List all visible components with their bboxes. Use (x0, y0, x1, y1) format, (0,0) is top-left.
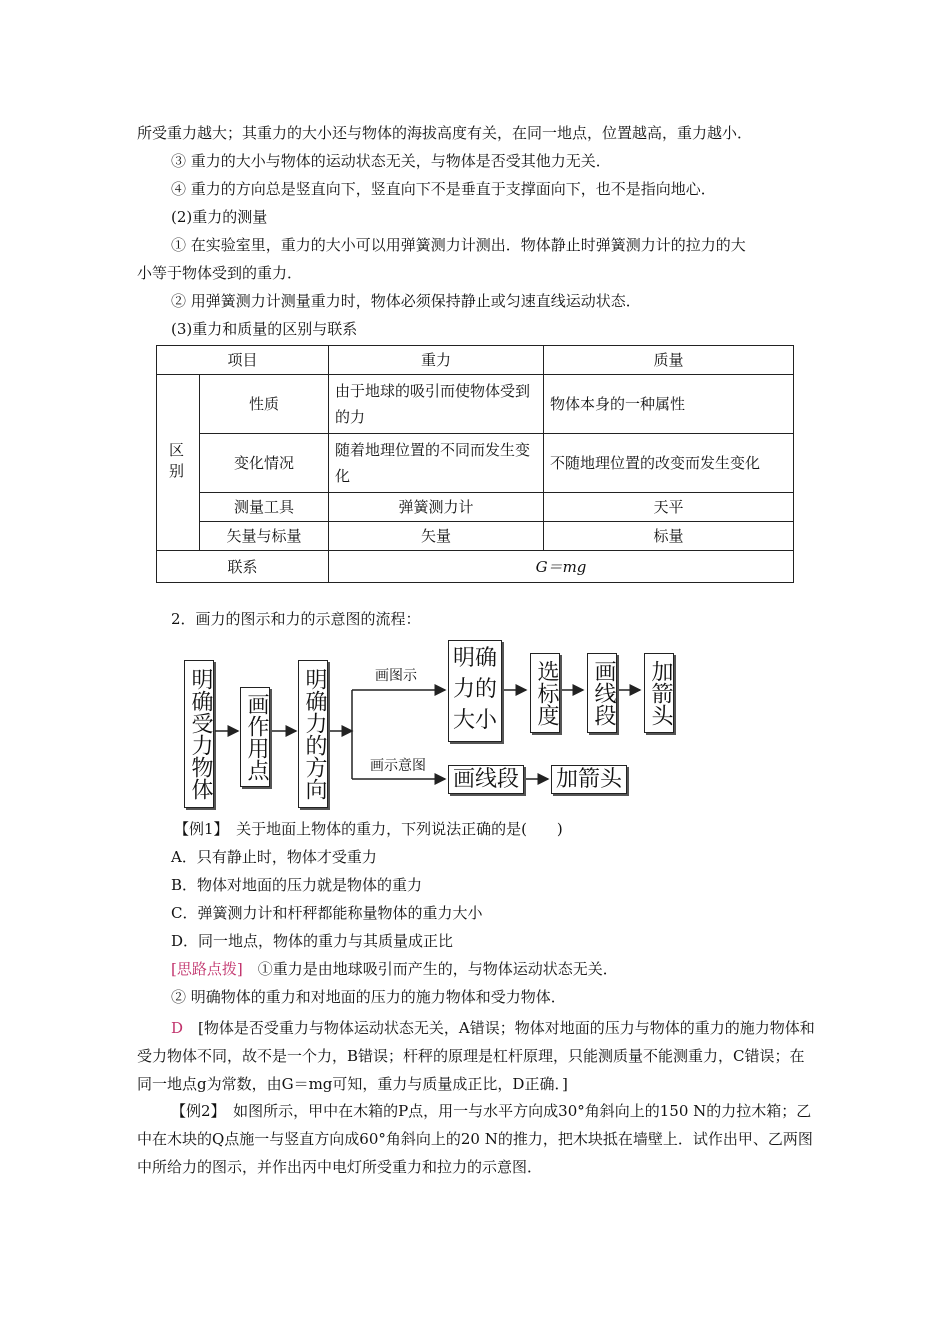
group-label: 区别 (167, 441, 185, 484)
formula-cell: G＝mg (329, 551, 794, 583)
example-question (137, 1097, 817, 1181)
flow-step-box: 加箭头 (644, 653, 674, 733)
text-line: 所受重力越大；其重力的大小还与物体的海拔高度有关，在同一地点，位置越高，重力越小． (137, 124, 753, 142)
option-item: A．只有静止时，物体才受重力 (171, 848, 377, 866)
option-item: D．同一地点，物体的重力与其质量成正比 (171, 932, 454, 950)
table-cell: 天平 (544, 493, 794, 522)
table-header: 项目 (157, 346, 329, 375)
hint-line (171, 958, 851, 980)
table-cell: 由于地球的吸引而使物体受到的力 (329, 375, 544, 434)
question-text: 关于地面上物体的重力，下列说法正确的是( ) (236, 820, 563, 838)
option-item: B．物体对地面的压力就是物体的重力 (171, 876, 423, 894)
table-cell: 测量工具 (200, 493, 329, 522)
answer-letter: D (171, 1019, 184, 1037)
table-cell: 变化情况 (200, 434, 329, 493)
text-line: ① 在实验室里，重力的大小可以用弹簧测力计测出．物体静止时弹簧测力计的拉力的大 (171, 236, 746, 254)
flow-step-box: 画作用点 (240, 687, 270, 787)
flow-step-box: 明确力的方向 (298, 660, 328, 808)
option-item: C．弹簧测力计和杆秤都能称量物体的重力大小 (171, 904, 483, 922)
example-tag: 【例2】 (171, 1102, 219, 1120)
text-line: ② 用弹簧测力计测量重力时，物体必须保持静止或匀速直线运动状态． (171, 292, 641, 310)
question-text: 如图所示，甲中在木箱的P点，用一与水平方向成30°角斜向上的150 N的力拉木箱；乙中在木块的Q点施一与竖直方向成60°角斜向上的20 N的推力，把木块抵在墙壁上．试作出甲、乙两图中所给力的图示，并作出丙中电灯所受重力和拉力的示意图． (137, 1102, 813, 1176)
hint-text: ①重力是由地球吸引而产生的，与物体运动状态无关． (257, 960, 618, 978)
table-header: 重力 (329, 346, 544, 375)
flow-step-box: 明确力的大小 (448, 640, 502, 742)
table-cell: 弹簧测力计 (329, 493, 544, 522)
flow-step-box: 明确受力物体 (184, 660, 214, 808)
table-cell: 性质 (200, 375, 329, 434)
example-tag: 【例1】 (174, 820, 222, 838)
flow-heading: 2．画力的图示和力的示意图的流程： (171, 610, 421, 628)
table-cell: 矢量 (329, 522, 544, 551)
table-cell: 随着地理位置的不同而发生变化 (329, 434, 544, 493)
table-cell: 联系 (157, 551, 329, 583)
section-heading: (3)重力和质量的区别与联系 (171, 320, 358, 338)
hint-line: ② 明确物体的重力和对地面的压力的施力物体和受力物体． (171, 988, 566, 1006)
flow-step-box: 画线段 (587, 653, 617, 733)
answer-explanation: [物体是否受重力与物体运动状态无关，A错误；物体对地面的压力与物体的重力的施力物体和受力物体不同，故不是一个力，B错误；杆秤的原理是杠杆原理，只能测质量不能测重力，C错误；在同一地点g为常数，由G＝mg可知，重力与质量成正比，D正确．] (137, 1019, 815, 1093)
flow-step-box: 选标度 (530, 653, 560, 733)
section-heading: (2)重力的测量 (171, 208, 268, 226)
flow-step-box: 画线段 (448, 765, 524, 794)
text-line: ③ 重力的大小与物体的运动状态无关，与物体是否受其他力无关． (171, 152, 611, 170)
example-question (174, 818, 854, 840)
table-cell: 标量 (544, 522, 794, 551)
text-line: 小等于物体受到的重力． (137, 264, 303, 282)
table-cell: 物体本身的一种属性 (544, 375, 794, 434)
hint-tag: [思路点拨] (171, 960, 243, 978)
text-line: ④ 重力的方向总是竖直向下，竖直向下不是垂直于支撑面向下，也不是指向地心． (171, 180, 716, 198)
branch-label: 画示意图 (370, 758, 426, 774)
branch-label: 画图示 (375, 668, 417, 684)
answer-paragraph (137, 1014, 817, 1098)
table-cell: 不随地理位置的改变而发生变化 (544, 434, 794, 493)
flow-step-box: 加箭头 (551, 765, 627, 794)
table-cell: 矢量与标量 (200, 522, 329, 551)
table-header: 质量 (544, 346, 794, 375)
